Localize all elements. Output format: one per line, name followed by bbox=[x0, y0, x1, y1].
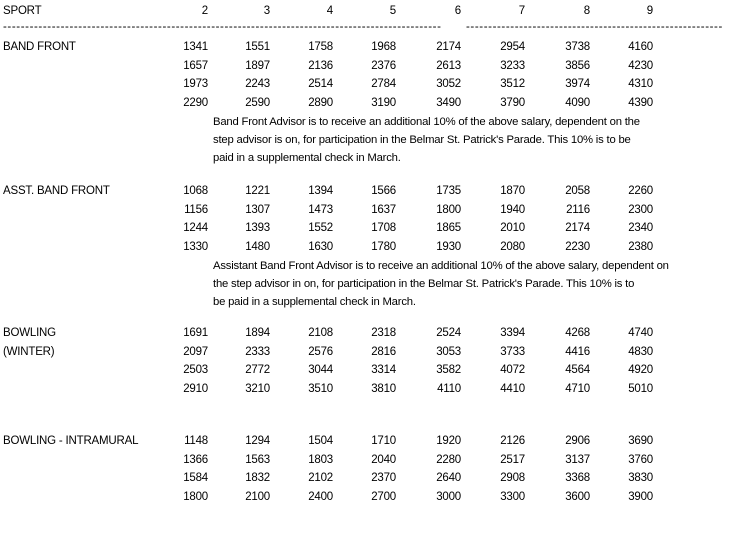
salary-cell: 1307 bbox=[245, 203, 270, 216]
salary-cell: 1394 bbox=[308, 185, 333, 197]
salary-cell: 3830 bbox=[628, 472, 653, 484]
step-header-8: 8 bbox=[583, 5, 590, 17]
salary-cell: 2590 bbox=[245, 96, 270, 109]
salary-cell: 2954 bbox=[500, 41, 525, 53]
salary-cell: 3900 bbox=[628, 490, 653, 503]
salary-cell: 1800 bbox=[183, 490, 208, 503]
salary-cell: 2174 bbox=[565, 222, 590, 234]
salary-cell: 1803 bbox=[308, 453, 333, 466]
salary-cell: 3044 bbox=[308, 364, 333, 376]
salary-cell: 1148 bbox=[184, 435, 208, 447]
salary-cell: 3394 bbox=[500, 327, 525, 339]
salary-cell: 1832 bbox=[245, 472, 270, 484]
salary-cell: 1780 bbox=[371, 240, 396, 253]
salary-cell: 1393 bbox=[245, 222, 270, 234]
salary-cell: 2640 bbox=[436, 472, 461, 484]
salary-cell: 2097 bbox=[183, 345, 208, 358]
step-header-2: 2 bbox=[201, 5, 208, 17]
salary-cell: 3368 bbox=[565, 472, 590, 484]
salary-cell: 2040 bbox=[371, 453, 396, 466]
sport-name: BOWLING - INTRAMURAL bbox=[3, 435, 139, 447]
salary-cell: 1584 bbox=[183, 472, 208, 484]
salary-cell: 1566 bbox=[371, 185, 396, 197]
section-note-line: Band Front Advisor is to receive an additional 10% of the above salary, dependent on the bbox=[213, 116, 640, 128]
salary-cell: 2400 bbox=[308, 490, 333, 503]
salary-cell: 2503 bbox=[183, 364, 208, 376]
salary-cell: 2700 bbox=[371, 490, 396, 503]
salary-cell: 2772 bbox=[245, 364, 270, 376]
salary-cell: 1341 bbox=[183, 41, 208, 53]
salary-cell: 2517 bbox=[500, 453, 525, 466]
salary-cell: 2576 bbox=[308, 345, 333, 358]
salary-cell: 2174 bbox=[436, 41, 461, 53]
salary-cell: 3512 bbox=[500, 78, 525, 90]
salary-cell: 4230 bbox=[628, 59, 653, 72]
salary-cell: 4410 bbox=[500, 382, 525, 395]
salary-cell: 1330 bbox=[183, 240, 208, 253]
sport-name: ASST. BAND FRONT bbox=[3, 185, 110, 197]
salary-cell: 2290 bbox=[183, 96, 208, 109]
salary-cell: 2370 bbox=[371, 472, 396, 484]
salary-cell: 3974 bbox=[565, 78, 590, 90]
salary-cell: 1551 bbox=[245, 41, 270, 53]
salary-cell: 3210 bbox=[245, 382, 270, 395]
salary-cell: 2613 bbox=[436, 59, 461, 72]
sport-name: (WINTER) bbox=[3, 345, 55, 358]
salary-cell: 2280 bbox=[436, 453, 461, 466]
salary-cell: 4110 bbox=[437, 382, 461, 395]
step-header-7: 7 bbox=[518, 5, 525, 17]
salary-cell: 3490 bbox=[436, 96, 461, 109]
salary-cell: 2260 bbox=[628, 185, 653, 197]
salary-cell: 3733 bbox=[500, 345, 525, 358]
section-note-line: the step advisor in on, for participation in the Belmar St. Patrick's Parade. This 10% is to bbox=[213, 278, 635, 290]
salary-cell: 3856 bbox=[565, 59, 590, 72]
salary-cell: 3190 bbox=[371, 96, 396, 109]
salary-cell: 3300 bbox=[500, 490, 525, 503]
salary-cell: 3053 bbox=[436, 345, 461, 358]
salary-cell: 3790 bbox=[500, 96, 525, 109]
salary-cell: 1244 bbox=[183, 222, 208, 234]
salary-cell: 2108 bbox=[308, 327, 333, 339]
salary-cell: 3137 bbox=[565, 453, 590, 466]
salary-cell: 1973 bbox=[183, 78, 208, 90]
salary-cell: 4268 bbox=[565, 327, 590, 339]
salary-cell: 1294 bbox=[245, 435, 270, 447]
salary-cell: 2890 bbox=[308, 96, 333, 109]
salary-cell: 1894 bbox=[245, 327, 270, 339]
salary-cell: 1480 bbox=[245, 240, 270, 253]
section-note-line: be paid in a supplemental check in March. bbox=[213, 296, 416, 308]
salary-cell: 1870 bbox=[500, 185, 525, 197]
salary-cell: 3760 bbox=[628, 453, 653, 466]
salary-cell: 4160 bbox=[628, 41, 653, 53]
salary-cell: 2318 bbox=[371, 327, 396, 339]
salary-cell: 3600 bbox=[565, 490, 590, 503]
salary-cell: 1735 bbox=[436, 185, 461, 197]
salary-cell: 3052 bbox=[436, 78, 461, 90]
salary-cell: 1710 bbox=[371, 435, 396, 447]
salary-cell: 1968 bbox=[371, 41, 396, 53]
salary-cell: 1637 bbox=[371, 203, 396, 216]
salary-cell: 2058 bbox=[565, 185, 590, 197]
salary-cell: 2102 bbox=[308, 472, 333, 484]
salary-cell: 2906 bbox=[565, 435, 590, 447]
salary-cell: 1758 bbox=[308, 41, 333, 53]
salary-cell: 4740 bbox=[628, 327, 653, 339]
salary-cell: 2080 bbox=[500, 240, 525, 253]
salary-cell: 1563 bbox=[245, 453, 270, 466]
salary-cell: 1366 bbox=[183, 453, 208, 466]
salary-cell: 2380 bbox=[628, 240, 653, 253]
header-divider-right: ---------------------------------------------------------- bbox=[466, 21, 723, 33]
salary-cell: 2100 bbox=[245, 490, 270, 503]
step-header-6: 6 bbox=[454, 5, 461, 17]
step-header-4: 4 bbox=[326, 5, 333, 17]
salary-cell: 1552 bbox=[308, 222, 333, 234]
salary-cell: 1221 bbox=[245, 185, 270, 197]
salary-cell: 3690 bbox=[628, 435, 653, 447]
salary-cell: 1930 bbox=[436, 240, 461, 253]
salary-cell: 3810 bbox=[371, 382, 396, 395]
salary-cell: 2010 bbox=[500, 222, 525, 234]
salary-cell: 2300 bbox=[628, 203, 653, 216]
salary-cell: 2230 bbox=[565, 240, 590, 253]
salary-cell: 4390 bbox=[628, 96, 653, 109]
salary-cell: 2116 bbox=[566, 203, 590, 216]
salary-cell: 2910 bbox=[183, 382, 208, 395]
salary-cell: 3000 bbox=[436, 490, 461, 503]
salary-cell: 1630 bbox=[308, 240, 333, 253]
salary-cell: 2524 bbox=[436, 327, 461, 339]
salary-cell: 2243 bbox=[245, 78, 270, 90]
sport-name: BOWLING bbox=[3, 327, 56, 339]
salary-cell: 4072 bbox=[500, 364, 525, 376]
salary-cell: 3738 bbox=[565, 41, 590, 53]
header-divider-left: --------------------------------------------------------------------------------------------------- bbox=[3, 21, 442, 33]
step-header-3: 3 bbox=[263, 5, 270, 17]
salary-cell: 1800 bbox=[436, 203, 461, 216]
salary-cell: 3510 bbox=[308, 382, 333, 395]
sport-column-header: SPORT bbox=[3, 5, 42, 17]
salary-cell: 4830 bbox=[628, 345, 653, 358]
salary-cell: 2333 bbox=[245, 345, 270, 358]
salary-cell: 3233 bbox=[500, 59, 525, 72]
salary-cell: 2126 bbox=[500, 435, 525, 447]
salary-cell: 1473 bbox=[308, 203, 333, 216]
salary-cell: 1897 bbox=[245, 59, 270, 72]
salary-cell: 3582 bbox=[436, 364, 461, 376]
salary-cell: 1940 bbox=[500, 203, 525, 216]
salary-cell: 1657 bbox=[183, 59, 208, 72]
section-note-line: paid in a supplemental check in March. bbox=[213, 152, 401, 164]
salary-cell: 3314 bbox=[371, 364, 396, 376]
step-header-9: 9 bbox=[646, 5, 653, 17]
salary-cell: 4310 bbox=[628, 78, 653, 90]
salary-cell: 1068 bbox=[183, 185, 208, 197]
salary-cell: 4920 bbox=[628, 364, 653, 376]
salary-cell: 2784 bbox=[371, 78, 396, 90]
salary-cell: 1691 bbox=[183, 327, 208, 339]
salary-cell: 4416 bbox=[565, 345, 590, 358]
salary-cell: 2514 bbox=[308, 78, 333, 90]
salary-cell: 2908 bbox=[500, 472, 525, 484]
salary-cell: 1920 bbox=[436, 435, 461, 447]
salary-cell: 1708 bbox=[371, 222, 396, 234]
salary-cell: 2340 bbox=[628, 222, 653, 234]
salary-cell: 1504 bbox=[308, 435, 333, 447]
salary-cell: 4090 bbox=[565, 96, 590, 109]
salary-cell: 2816 bbox=[371, 345, 396, 358]
section-note-line: Assistant Band Front Advisor is to receive an additional 10% of the above salary, dependent on bbox=[213, 260, 669, 272]
section-note-line: step advisor is on, for participation in the Belmar St. Patrick's Parade. This 10% is to be bbox=[213, 134, 631, 146]
salary-cell: 4564 bbox=[565, 364, 590, 376]
step-header-5: 5 bbox=[389, 5, 396, 17]
salary-cell: 1156 bbox=[184, 203, 208, 216]
salary-cell: 2136 bbox=[308, 59, 333, 72]
salary-cell: 4710 bbox=[565, 382, 590, 395]
salary-cell: 1865 bbox=[436, 222, 461, 234]
salary-cell: 5010 bbox=[628, 382, 653, 395]
sport-name: BAND FRONT bbox=[3, 41, 76, 53]
salary-cell: 2376 bbox=[371, 59, 396, 72]
